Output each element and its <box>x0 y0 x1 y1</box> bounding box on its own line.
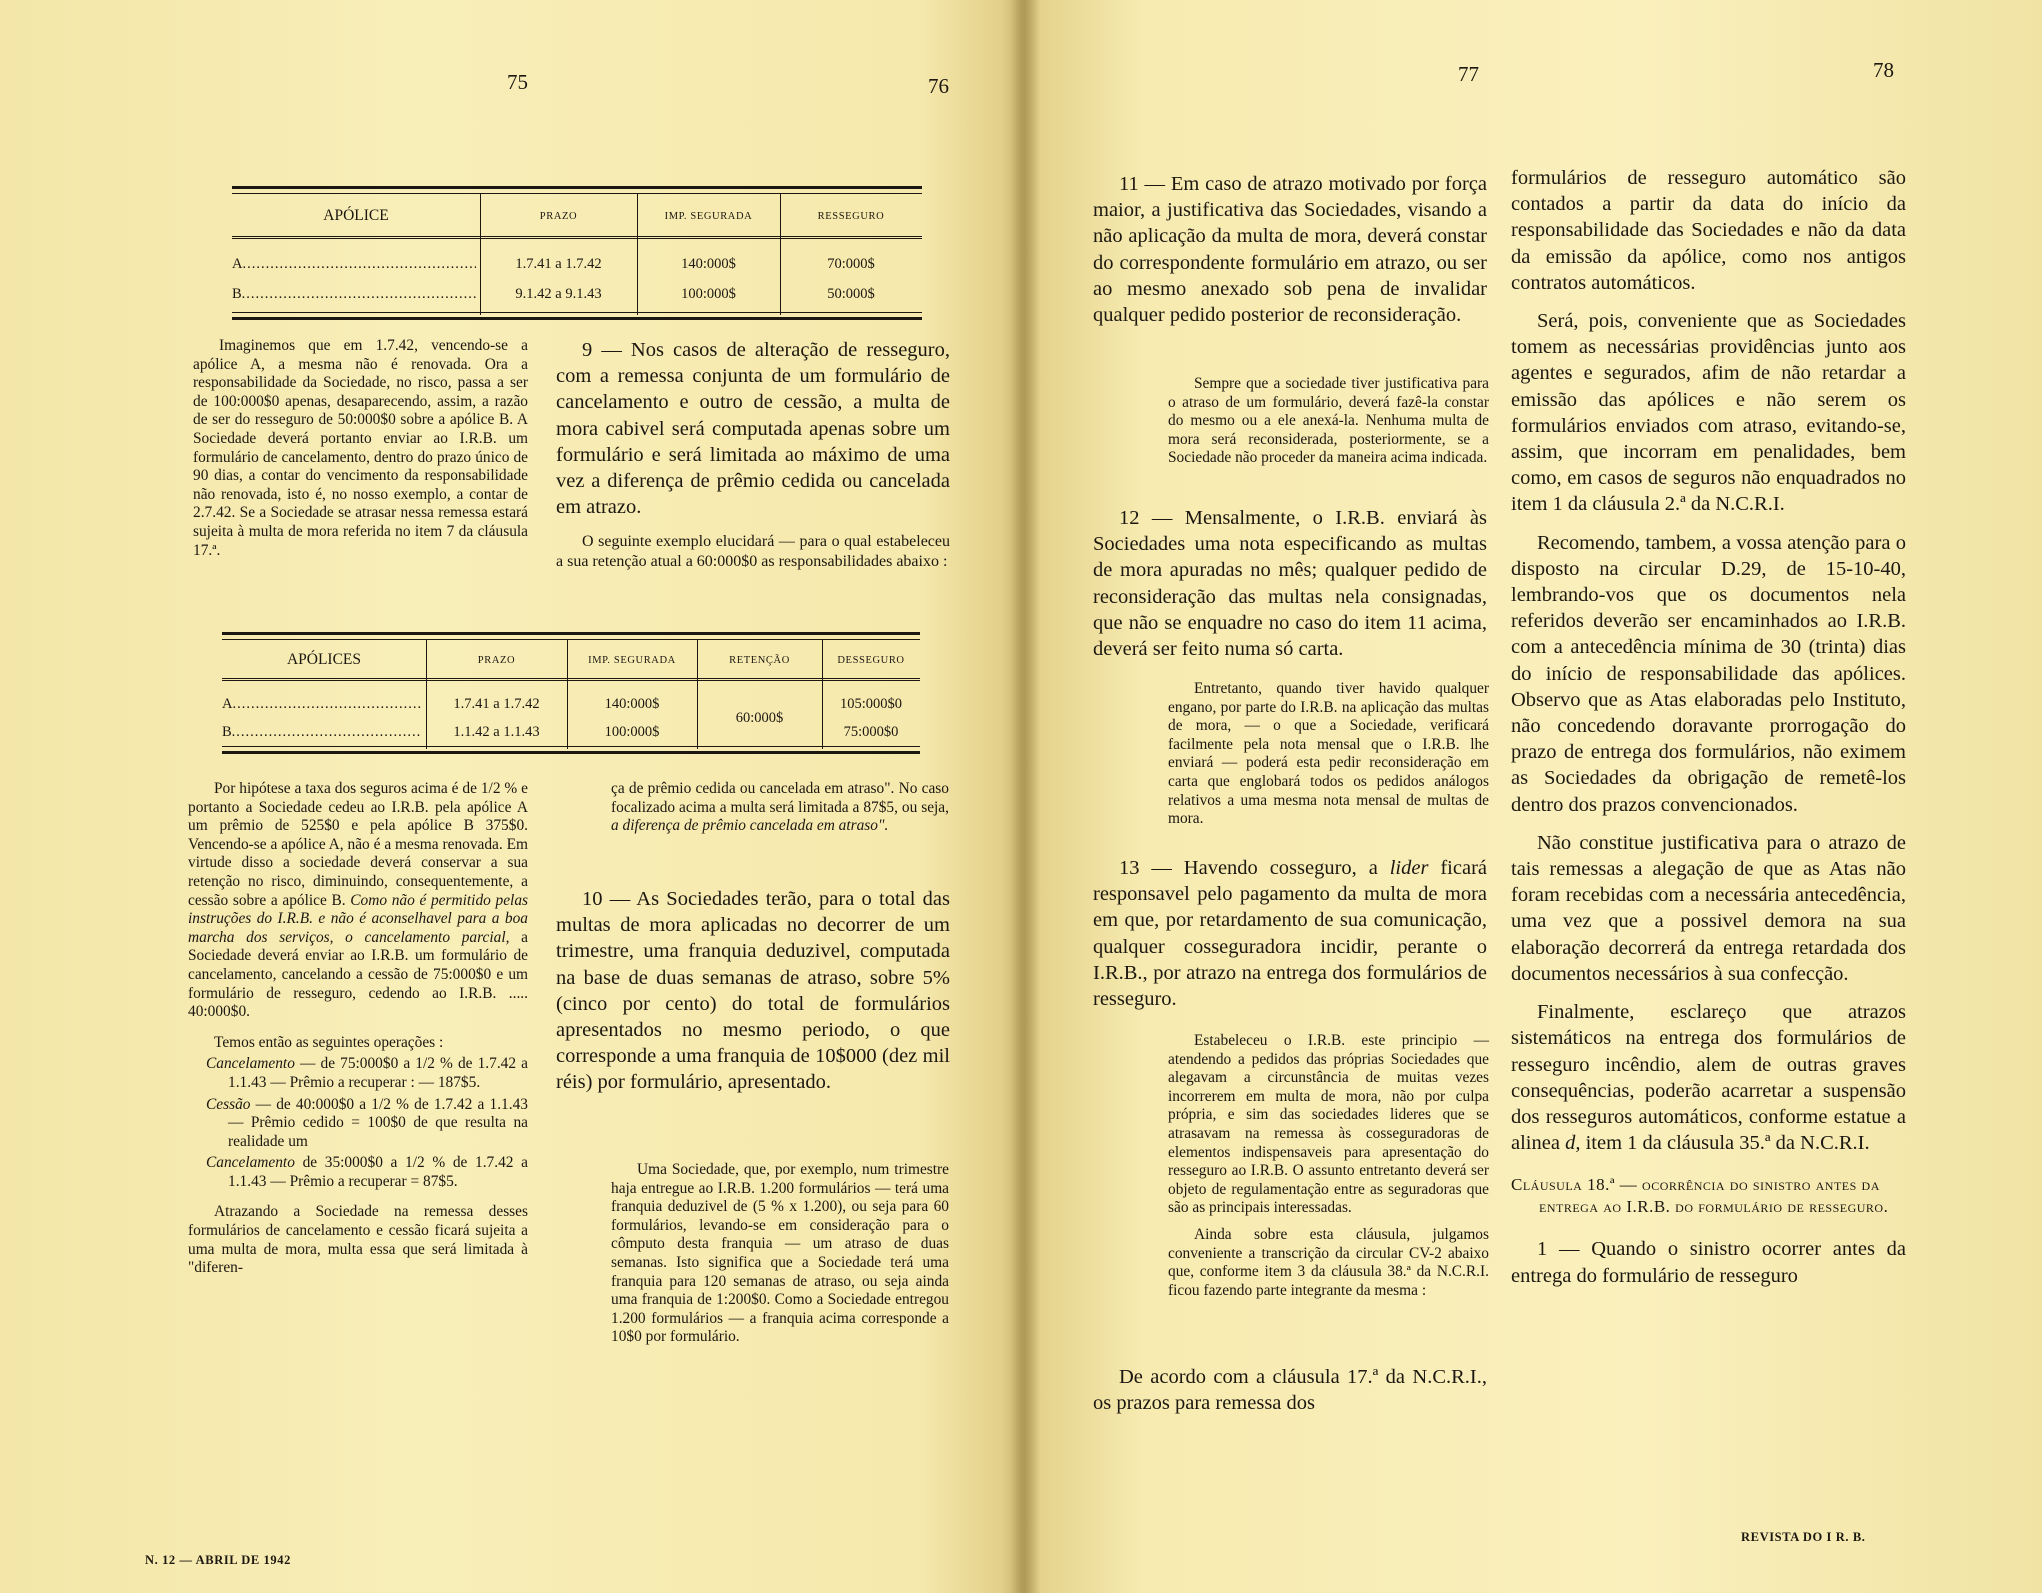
table-row-label: B ..... <box>232 281 476 307</box>
paragraph-example-franquia: Uma Sociedade, que, por exemplo, num trimestre haja entregue ao I.R.B. 1.200 formulários — terá uma franquia deduzivel de (5 % x 1.200), ou seja para 60 formulários, levando-se em consideração para o cômputo desta franquia — um atraso de duas semanas. Isto significa que a Sociedade terá uma franquia para 120 semanas de atraso, ou seja ainda uma franquia de 1:200$0. Como a Sociedade entregou 1.200 formulários — a franquia acima corresponde a 10$0 por formulário. <box>611 1161 949 1346</box>
table-cell: 105:000$0 <box>839 695 903 712</box>
table-cell: 100:000$ <box>681 285 736 302</box>
table-header: APÓLICE <box>323 207 389 224</box>
column-p76-lower <box>611 780 949 836</box>
clause-18-heading: Cláusula 18.ª — ocorrência do sinistro antes da entrega ao I.R.B. do formulário de resseguro. <box>1511 1175 1889 1217</box>
table-header: PRAZO <box>477 654 516 666</box>
column-p77-note1 <box>1168 375 1489 468</box>
paragraph-item-9: 9 — Nos casos de alteração de resseguro, com a remessa conjunta de um formulário de cancelamento e outro de cessão, a multa de mora cabivel será computada apenas sobre um formulário e será limitada ao máximo de uma vez a diferença de prêmio cedida ou cancelada em atrazo. <box>556 339 950 519</box>
table-row-label: B ..... <box>222 720 422 744</box>
paragraph-item-11: 11 — Em caso de atrazo motivado por força maior, a justificativa das Sociedades, visando a não aplicação da multa de mora, deverá constar do correspondente formulário em atrazo, ou ser ao mesmo anexado sob pena de invalidar qualquer pedido posterior de reconsideração. <box>1093 173 1487 327</box>
column-p76-upper <box>556 337 950 571</box>
table-header: IMP. SEGURADA <box>664 210 753 222</box>
paragraph-note: Entretanto, quando tiver havido qualquer engano, por parte do I.R.B. na aplicação das multas de mora, — o que a Sociedade, verificará facilmente pela nota mensal que o I.R.B. lhe enviará — poderá esta pedir reconsideração em carta que englobará todos os pedidos análogos relativos a uma mesma nota mensal de multas de mora. <box>1168 680 1489 828</box>
table-apolices <box>222 632 920 754</box>
table-header: RETENÇÃO <box>729 654 790 666</box>
paragraph: Finalmente, esclareço que atrazos sistemáticos na entrega dos formulários de resseguro incêndio, alem de outras graves consequências, poderão acarretar a suspensão dos resseguros automáticos, conforme estatue a alinea d, item 1 da cláusula 35.ª da N.C.R.I. <box>1511 1001 1906 1155</box>
paragraph-example: O seguinte exemplo elucidará — para o qual estabeleceu a sua retenção atual a 60:000$0 as responsabilidades abaixo : <box>556 533 950 570</box>
table-cell: 140:000$ <box>604 695 660 712</box>
column-p77-note3 <box>1168 1032 1489 1300</box>
column-p77-item13 <box>1093 855 1487 1012</box>
table-cell: 1.7.41 a 1.7.42 <box>453 695 540 712</box>
table-cell-retencao: 60:000$ <box>735 709 784 726</box>
column-p77-circular <box>1093 1364 1487 1416</box>
paragraph-p75-intro <box>193 337 528 560</box>
paragraph: formulários de resseguro automático são contados a partir da data do início da responsabilidade das Sociedades e não da data da emissão da apólice, como nos antigos contratos automáticos. <box>1511 167 1906 294</box>
table-header: PRAZO <box>539 210 578 222</box>
page-number-78: 78 <box>1873 58 1894 82</box>
page-number-75: 75 <box>507 70 528 94</box>
paragraph-item-13: 13 — Havendo cosseguro, a lider ficará responsavel pelo pagamento da multa de mora em que, por retardamento de sua comunicação, qualquer cosseguradora incidir, perante o I.R.B., por atrazo na entrega dos formulários de resseguro. <box>1093 857 1487 1011</box>
paragraph: Recomendo, tambem, a vossa atenção para o disposto na circular D.29, de 15-10-40, lembrando-vos que os documentos nela referidos deverão ser encaminhados ao I.R.B. com a antecedência mínima de 30 (trinta) dias do início de responsabilidade das apólices. Observo que as Atas elaboradas pelo Instituto, não concedendo doravante prorrogação do prazo de entrega dos formulários, não eximem as Sociedades da obrigação de remetê-los dentro dos prazos convencionados. <box>1511 531 1906 816</box>
paragraph-note: Estabeleceu o I.R.B. este principio — atendendo a pedidos das próprias Sociedades que alegavam a circunstância de muitas vezes incorrerem em multa de mora, não por culpa própria, e sim das sociedades lideres que se atrasavam na remessa às cosseguradoras de elementos indispensaveis para apresentação do resseguro ao I.R.B. O assunto entretanto deverá ser objeto de regulamentação entre as seguradoras que são as principais interessadas. <box>1168 1032 1489 1217</box>
column-p76-example <box>611 1161 949 1347</box>
column-p77-item11 <box>1093 171 1487 328</box>
table-cell: 140:000$ <box>681 255 736 272</box>
footer-journal: REVISTA DO I R. B. <box>1741 1530 1866 1544</box>
table-row-label: A ..... <box>232 251 476 277</box>
column-p78 <box>1511 165 1906 1289</box>
page-number-76: 76 <box>928 74 949 98</box>
paragraph-circular: De acordo com a cláusula 17.ª da N.C.R.I., os prazos para remessa dos <box>1093 1366 1487 1415</box>
paragraph-continuation: ça de prêmio cedida ou cancelada em atraso". No caso focalizado acima a multa será limitada a 87$5, ou seja, a diferença de prêmio cancelada em atraso". <box>611 780 949 835</box>
paragraph: Imaginemos que em 1.7.42, vencendo-se a apólice A, a mesma não é renovada. Ora a responsabilidade da Sociedade, no risco, passa a ser de 100:000$0 apenas, desaparecendo, assim, a razão de ser do resseguro de 50:000$0 sobre a apólice B. A Sociedade deverá portanto enviar ao I.R.B. um formulário de cancelamento, dentro do prazo único de 90 dias, a contar do vencimento da responsabilidade não renovada, isto é, no nosso exemplo, a contar de 2.7.42. Se a Sociedade se atrasar nessa remessa estará sujeita à multa de mora referida no item 7 da cláusula 17.ª. <box>193 337 528 559</box>
page-number-77: 77 <box>1458 62 1479 86</box>
column-p76-item10 <box>556 886 950 1096</box>
paragraph-ops-title: Temos então as seguintes operações : <box>214 1033 444 1051</box>
table-header: IMP. SEGURADA <box>588 654 676 666</box>
paragraph-note: Sempre que a sociedade tiver justificativa para o atraso de um formulário, deverá fazê-la constar do mesmo ou a ele anexá-la. Nenhuma multa de mora será reconsiderada, posteriormente, se a Sociedade não proceder da maneira acima indicada. <box>1168 375 1489 467</box>
footer-issue: N. 12 — ABRIL DE 1942 <box>145 1553 291 1567</box>
column-p77-note2 <box>1168 680 1489 829</box>
paragraph-atrazando: Atrazando a Sociedade na remessa desses formulários de cancelamento e cessão ficará sujeita a uma multa de mora, multa essa que será limitada à "diferen- <box>188 1203 528 1277</box>
paragraph-item-12: 12 — Mensalmente, o I.R.B. enviará às Sociedades uma nota especificando as multas de mora apuradas no mês; qualquer pedido de reconsideração das multas nela consignadas, que não se enquadre no caso do item 11 acima, deverá ser feito numa só carta. <box>1093 507 1487 661</box>
table-cell: 1.7.41 a 1.7.42 <box>515 255 602 272</box>
operation-3: Cancelamento de 35:000$0 a 1/2 % de 1.7.42 a 1.1.43 — Prêmio a recuperar = 87$5. <box>206 1154 528 1190</box>
column-p77-item12 <box>1093 505 1487 662</box>
table-cell: 70:000$ <box>827 255 875 272</box>
table-cell: 9.1.42 a 9.1.43 <box>515 285 602 302</box>
book-gutter <box>1010 0 1040 1593</box>
paragraph: Será, pois, conveniente que as Sociedades tomem as necessárias providências junto aos agentes e segurados, afim de não retardar a emissão das apólices e não serem os formulários enviados com atraso, evitando-se, assim, que incorram em penalidades, bem como, em casos de seguros não enquadrados no item 1 da cláusula 2.ª da N.C.R.I. <box>1511 310 1906 516</box>
table-header: APÓLICES <box>286 651 362 668</box>
table-header: DESSEGURO <box>837 654 905 666</box>
paragraph-item-10: 10 — As Sociedades terão, para o total das multas de mora aplicadas no decorrer de um trimestre, uma franquia deduzivel, computada na base de duas semanas de atraso, sobre 5% (cinco por cento) do total de formulários apresentados no mesmo periodo, o que corresponde a uma franquia de 10$000 (dez mil réis) por formulário, apresentado. <box>556 888 950 1094</box>
paragraph-note: Ainda sobre esta cláusula, julgamos conveniente a transcrição da circular CV-2 abaixo que, conforme item 3 da cláusula 38.ª da N.C.R.I. ficou fazendo parte integrante da mesma : <box>1168 1225 1489 1299</box>
paragraph-clause-18-item-1: 1 — Quando o sinistro ocorrer antes da entrega do formulário de resseguro <box>1511 1238 1906 1287</box>
table-cell: 1.1.42 a 1.1.43 <box>453 723 540 740</box>
operation-1: Cancelamento — de 75:000$0 a 1/2 % de 1.7.42 a 1.1.43 — Prêmio a recuperar : — 187$5. <box>206 1055 528 1091</box>
table-row-label: A ..... <box>222 692 422 716</box>
table-cell: 50:000$ <box>827 285 875 302</box>
operation-2: Cessão — de 40:000$0 a 1/2 % de 1.7.42 a 1.1.43 — Prêmio cedido = 100$0 de que resulta na realidade um <box>206 1095 528 1150</box>
column-p75-lower <box>188 780 528 1278</box>
paragraph-hypothesis: Por hipótese a taxa dos seguros acima é de 1/2 % e portanto a Sociedade cedeu ao I.R.B. pela apólice A um prêmio de 525$0 e pela apólice B 375$0. Vencendo-se a apólice A, não é a mesma renovada. Em virtude disso a sociedade deverá conservar a sua retenção no risco, diminuindo, consequentemente, a cessão sobre a apólice B. Como não é permitido pelas instruções do I.R.B. e não é aconselhavel para a boa marcha dos serviços, o cancelamento parcial, a Sociedade deverá enviar ao I.R.B. um formulário de cancelamento, cancelando a cessão de 75:000$0 e um formulário de resseguro, cedendo ao I.R.B. ..... 40:000$0. <box>188 780 529 1021</box>
table-header: RESSEGURO <box>817 210 885 222</box>
table-apolice <box>232 186 922 320</box>
table-cell: 75:000$0 <box>843 723 899 740</box>
paragraph: Não constitue justificativa para o atrazo de tais remessas a alegação de que as Atas não foram recebidas com a necessária antecedência, uma vez que a possivel demora na sua elaboração decorrerá da entrega retardada dos documentos necessários à sua confecção. <box>1511 831 1906 985</box>
table-cell: 100:000$ <box>604 723 660 740</box>
